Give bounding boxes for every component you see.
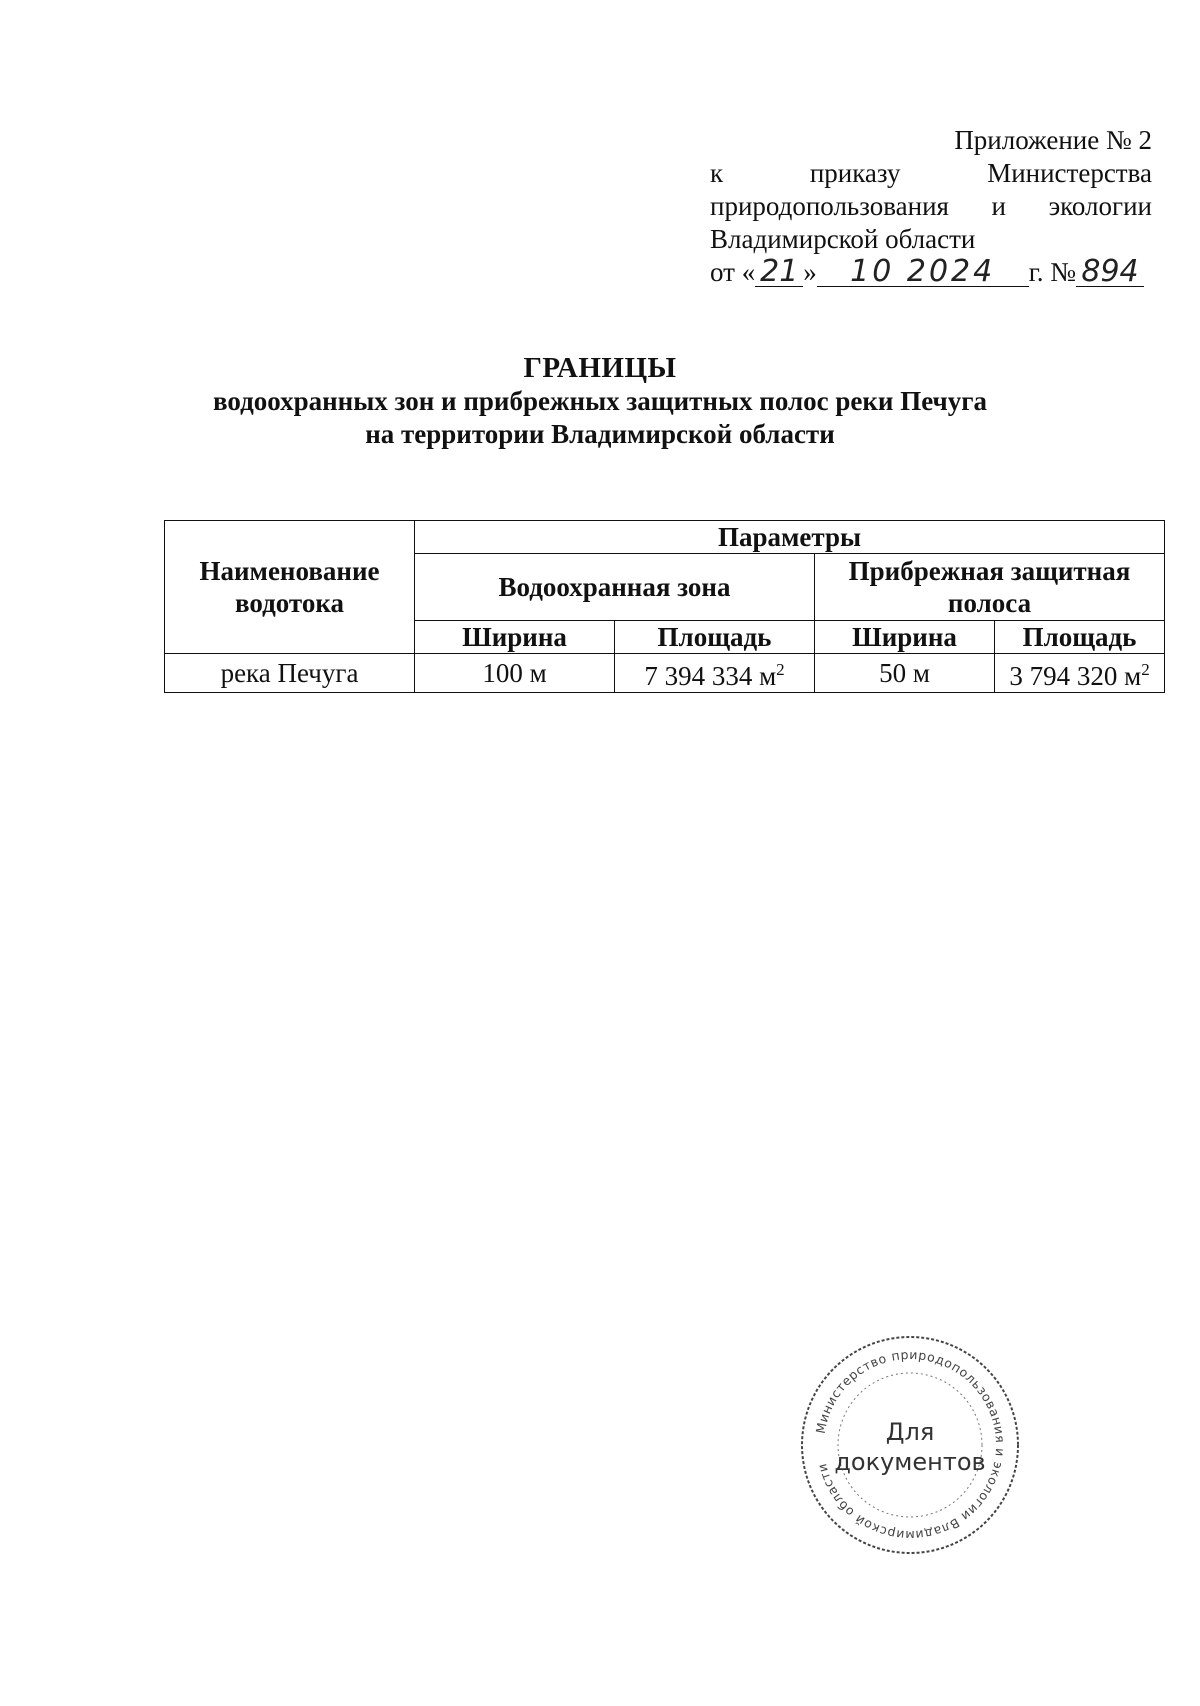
title-main: ГРАНИЦЫ (523, 352, 677, 384)
wz-area-superscript: 2 (776, 660, 785, 679)
header-parameters: Параметры (415, 521, 1165, 554)
title-line2: водоохранных зон и прибрежных защитных полос реки Печуга (212, 386, 988, 416)
annex-word-nature: природопользования (710, 191, 949, 221)
stamp-ring-text: Министерство природопользования и экологии Владимирской области (812, 1346, 1009, 1544)
date-prefix: от « (710, 257, 756, 287)
wz-area-value: 7 394 334 м (644, 661, 777, 691)
header-cs-width: Ширина (815, 621, 995, 654)
parameters-table (164, 520, 1165, 693)
cs-area-value: 3 794 320 м (1009, 661, 1142, 691)
annex-date-line (710, 256, 1152, 289)
annex-ministry-line (710, 190, 1152, 223)
header-coastal-strip: Прибрежная защитная полоса (815, 554, 1165, 621)
date-mid: » (803, 257, 817, 287)
stamp-center-line1: Для (885, 1418, 935, 1446)
header-wz-area: Площадь (615, 621, 815, 654)
annex-word-and: и (991, 191, 1006, 221)
cell-cs-area (995, 654, 1165, 693)
document-title (0, 352, 1200, 451)
header-watercourse-name: Наименование водотока (165, 521, 415, 654)
cell-wz-area (615, 654, 815, 693)
cell-wz-width: 100 м (415, 654, 615, 693)
stamp-center-line2: документов (834, 1448, 986, 1476)
header-water-zone: Водоохранная зона (415, 554, 815, 621)
annex-word-ministry: Министерства (987, 158, 1152, 188)
cs-area-superscript: 2 (1141, 660, 1150, 679)
date-suffix: г. № (1028, 257, 1076, 287)
annex-word-ecology: экологии (1048, 191, 1152, 221)
annex-word-prikazu: приказу (809, 158, 901, 188)
handwritten-month-year: 10 2024 (817, 258, 1029, 287)
title-line3: на территории Владимирской области (365, 419, 835, 449)
official-stamp (795, 1330, 1025, 1560)
annex-region: Владимирской области (710, 224, 976, 254)
cell-watercourse-name: река Печуга (165, 654, 415, 693)
handwritten-order-number: 894 (1076, 258, 1144, 287)
handwritten-day: 21 (755, 258, 803, 287)
header-wz-width: Ширина (415, 621, 615, 654)
header-cs-area: Площадь (995, 621, 1165, 654)
table-header-row-1 (165, 521, 1165, 554)
cell-cs-width: 50 м (815, 654, 995, 693)
table-row (165, 654, 1165, 693)
annex-word-k: к (710, 158, 724, 188)
annex-order-line (710, 157, 1152, 190)
annex-header (710, 124, 1152, 289)
annex-number: Приложение № 2 (954, 125, 1152, 155)
